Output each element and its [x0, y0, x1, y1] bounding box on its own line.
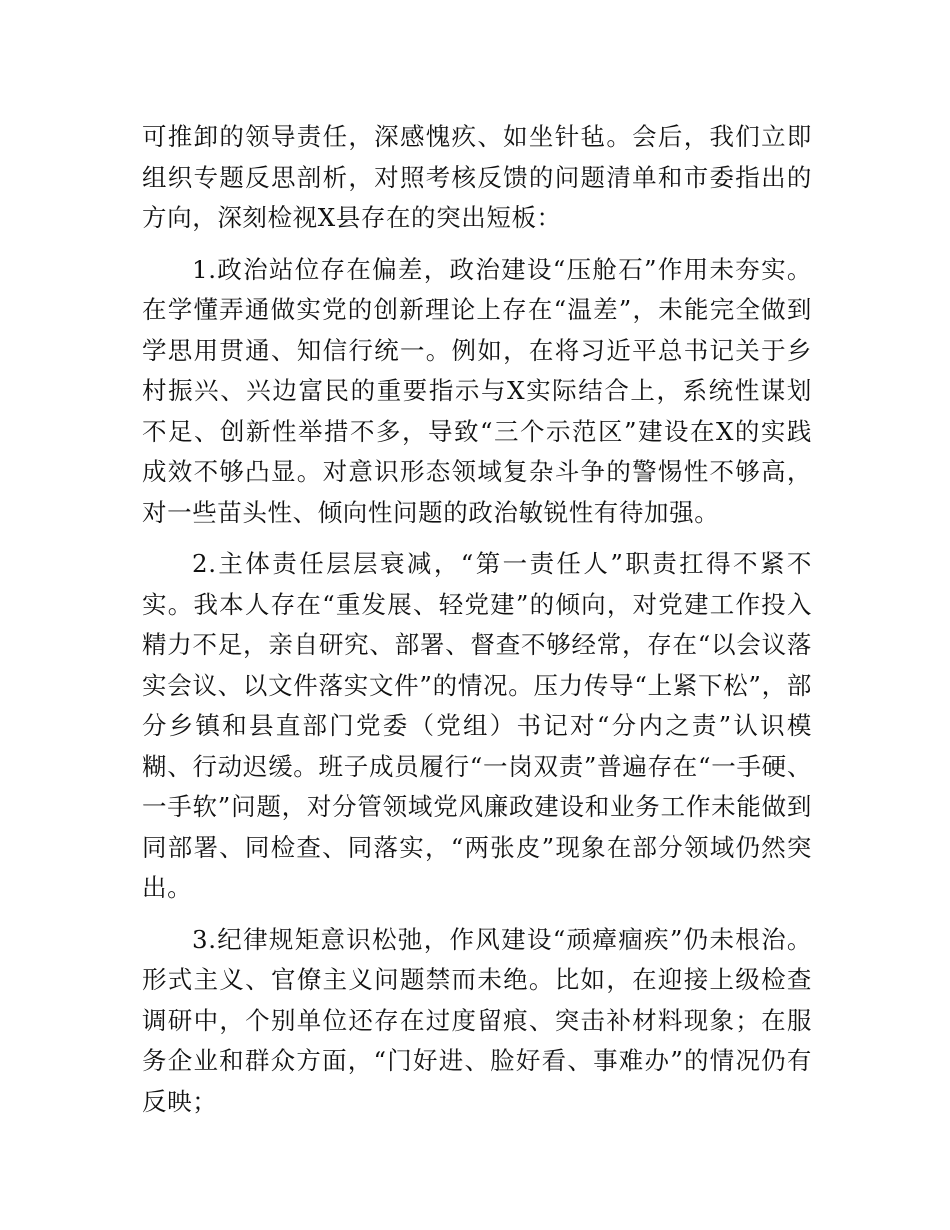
paragraph-text: 我本人存在“重发展、轻党建”的倾向，对党建工作投入精力: [142, 589, 812, 659]
paragraph-text: 够凸显。对意识形态领域复杂斗争的警惕性不够高，对一些苗: [142, 457, 812, 527]
paragraph-text: 不足，亲自研究、部署、督查不够经常，存在“以会议落实会: [142, 630, 812, 700]
paragraph-text: 在学懂弄通做实党的创新理论上存在“温差”，未能完全做到: [142, 295, 812, 324]
paragraph-text: 部署、同检查、同落实，“两张皮”现象在部分领域仍然突出。: [142, 832, 812, 902]
paragraph-text: 议、以文件落实文件”的情况。压力传导“上紧下松”，部分: [142, 670, 812, 740]
paragraph-text: 学思用贯通、知信行统一。例如，在将习近平总书记关于乡村: [142, 335, 812, 405]
paragraph-text: 研中，个别单位还存在过度留痕、突击补材料现象；在服务企: [142, 1005, 812, 1075]
intro-paragraph: [142, 117, 812, 239]
item-3-heading: 3.纪律规矩意识松弛，作风建设“顽瘴痼疾”仍未根治。: [192, 924, 812, 954]
paragraph-text: 行动迟缓。班子成员履行“一岗双责”普遍存在“一手硬、一: [142, 751, 812, 821]
paragraph-text: 织专题反思剖析，对照考核反馈的问题清单和市委指出的方向，: [142, 162, 812, 232]
paragraph-text: 创新性举措不多，导致“三个示范区”建设在X的实践成效不: [142, 416, 812, 486]
paragraph-text: 振兴、兴边富民的重要指示与X实际结合上，系统性谋划不足、: [142, 376, 812, 446]
item-3-paragraph: [142, 920, 812, 1123]
item-1-heading: 1.政治站位存在偏差，政治建设“压舱石”作用未夯实。: [192, 254, 812, 284]
paragraph-text: 形式主义、官僚主义问题禁而未绝。比如，在迎接上级检查调: [142, 965, 812, 1035]
item-2-paragraph: [142, 544, 812, 909]
document-body: [142, 117, 812, 1133]
paragraph-text: 手软”问题，对分管领域党风廉政建设和业务工作未能做到同: [142, 792, 812, 862]
paragraph-text: 头性、倾向性问题的政治敏锐性有待加强。: [242, 497, 720, 527]
item-2-heading: 2.主体责任层层衰减，“第一责任人”职责扛得不紧不实。: [142, 549, 812, 619]
paragraph-text: 乡镇和县直部门党委（党组）书记对“分内之责”认识模糊、: [142, 711, 812, 781]
paragraph-text: 深刻检视X县存在的突出短板：: [217, 203, 562, 232]
paragraph-text: 可推卸的领导责任，深感愧疚、如坐针毡。会后，我们立即组: [142, 122, 812, 192]
item-1-paragraph: [142, 250, 812, 534]
paragraph-text: 业和群众方面，“门好进、脸好看、事难办”的情况仍有反映；: [142, 1046, 812, 1116]
